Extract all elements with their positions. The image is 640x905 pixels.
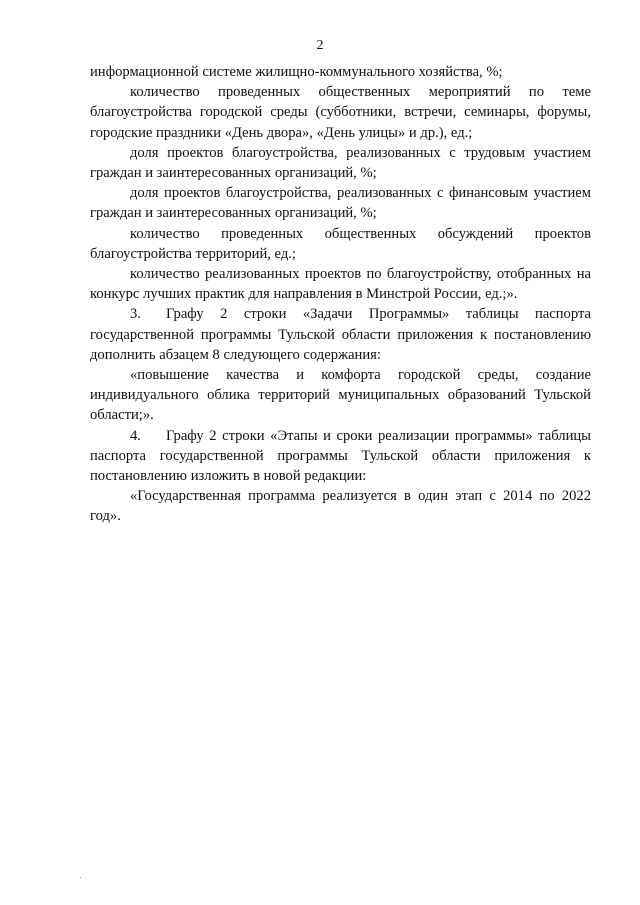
paragraph-item-4 <box>90 426 591 487</box>
scan-speck <box>80 877 81 878</box>
paragraph-best-practices: количество реализованных проектов по благоустройству, отобранных на конкурс лучших практик для направления в Минстрой России, ед.;». <box>90 266 591 303</box>
item-text: Графу 2 строки «Задачи Программы» таблицы паспорта государственной программы Тульской области приложения к постановлению дополнить абзацем 8 следующего содержания: <box>90 306 591 363</box>
paragraph-quality-comfort: «повышение качества и комфорта городской среды, создание индивидуального облика территорий муниципальных образований Тульской области;». <box>90 367 591 424</box>
paragraph-program-stage: «Государственная программа реализуется в один этап с 2014 по 2022 год». <box>90 488 591 525</box>
paragraph-continuation: информационной системе жилищно-коммунального хозяйства, %; <box>90 64 503 80</box>
page-number: 2 <box>316 38 324 53</box>
paragraph-financial-participation: доля проектов благоустройства, реализованных с финансовым участием граждан и заинтересованных организаций, %; <box>90 185 591 222</box>
paragraph-public-discussions: количество проведенных общественных обсуждений проектов благоустройства территорий, ед.; <box>90 225 591 262</box>
item-text: Графу 2 строки «Этапы и сроки реализации программы» таблицы паспорта государственной программы Тульской области приложения к постановлению изложить в новой редакции: <box>90 427 591 485</box>
item-number: 4. <box>130 427 141 444</box>
paragraph-events-count: количество проведенных общественных мероприятий по теме благоустройства городской среды (субботники, встречи, семинары, форумы, городские праздники «День двора», «День улицы» и др.), ед.; <box>90 84 591 141</box>
paragraph-labor-participation: доля проектов благоустройства, реализованных с трудовым участием граждан и заинтересованных организаций, %; <box>90 144 591 182</box>
item-number: 3. <box>130 306 141 323</box>
document-body <box>90 62 591 527</box>
paragraph-item-3 <box>90 304 591 365</box>
